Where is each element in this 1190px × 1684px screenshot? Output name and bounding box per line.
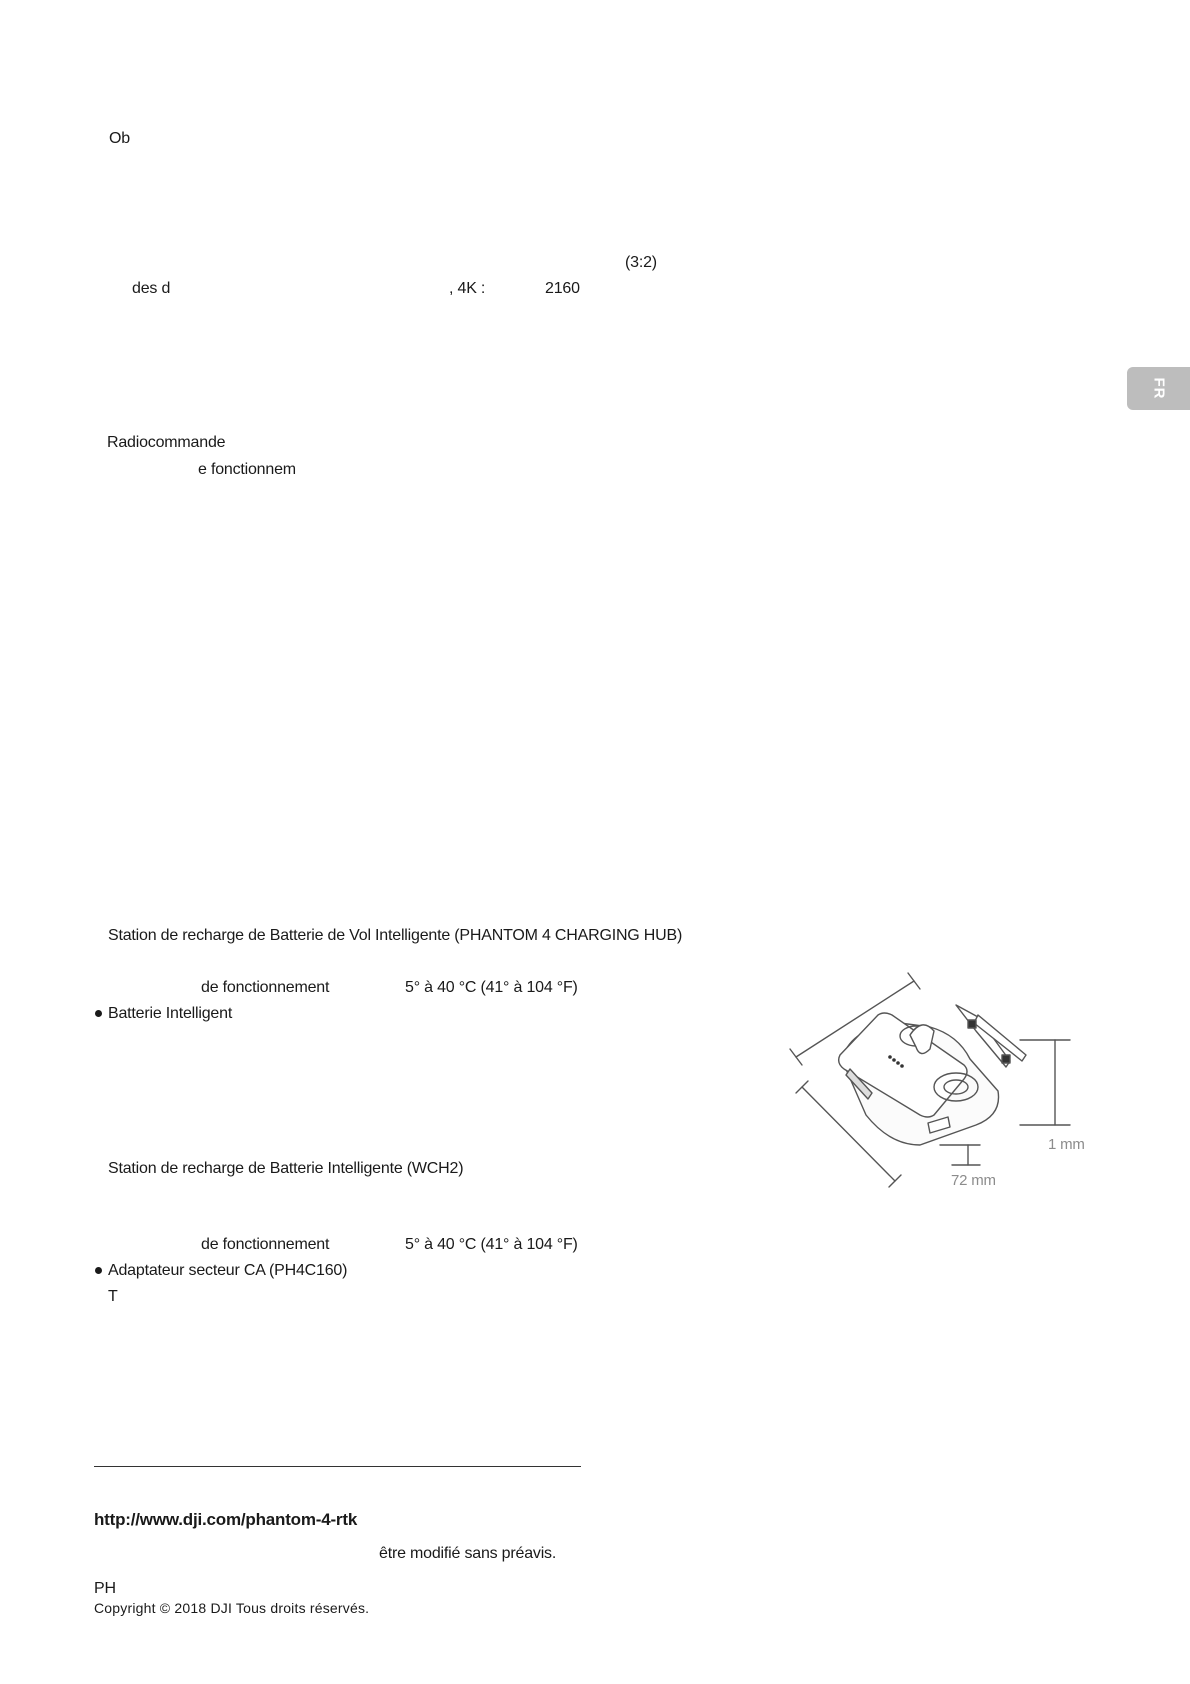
wch2-bullet-item: Adaptateur secteur CA (PH4C160) — [108, 1262, 348, 1279]
remote-controller-figure — [780, 965, 1110, 1205]
spec-video-prefix: des d — [132, 280, 171, 297]
wch2-temp-value: 5° à 40 °C (41° à 104 °F) — [405, 1236, 578, 1253]
wch2-heading: Station de recharge de Batterie Intelligente (WCH2) — [108, 1160, 464, 1177]
spec-video-4k: , 4K : — [449, 280, 486, 297]
spec-aspect-ratio: (3:2) — [625, 254, 657, 271]
spec-line-ob: Ob — [109, 130, 130, 147]
wch2-temp-label: de fonctionnement — [201, 1236, 330, 1253]
charging-hub-temp-label: de fonctionnement — [201, 979, 330, 996]
remote-operating-label: e fonctionnem — [198, 461, 296, 478]
dimension-height-label: 1 mm — [1048, 1136, 1085, 1153]
remote-heading: Radiocommande — [107, 434, 226, 451]
language-tab-label: FR — [1150, 377, 1167, 400]
wch2-line-t: T — [108, 1288, 118, 1305]
footer-divider — [94, 1466, 581, 1467]
footer-url-link[interactable]: http://www.dji.com/phantom-4-rtk — [94, 1510, 358, 1529]
charging-hub-temp-value: 5° à 40 °C (41° à 104 °F) — [405, 979, 578, 996]
charging-hub-bullet-item: Batterie Intelligent — [108, 1005, 233, 1022]
charging-hub-heading: Station de recharge de Batterie de Vol Intelligente (PHANTOM 4 CHARGING HUB) — [108, 927, 683, 944]
language-tab — [1127, 367, 1190, 410]
footer-code: PH — [94, 1580, 116, 1597]
dimension-width-label: 72 mm — [951, 1172, 996, 1189]
footer-copyright: Copyright © 2018 DJI Tous droits réservés. — [94, 1600, 370, 1616]
spec-video-2160: 2160 — [545, 280, 580, 297]
bullet-dot — [95, 1010, 102, 1017]
bullet-dot — [95, 1267, 102, 1274]
footer-notice: être modifié sans préavis. — [379, 1545, 557, 1562]
